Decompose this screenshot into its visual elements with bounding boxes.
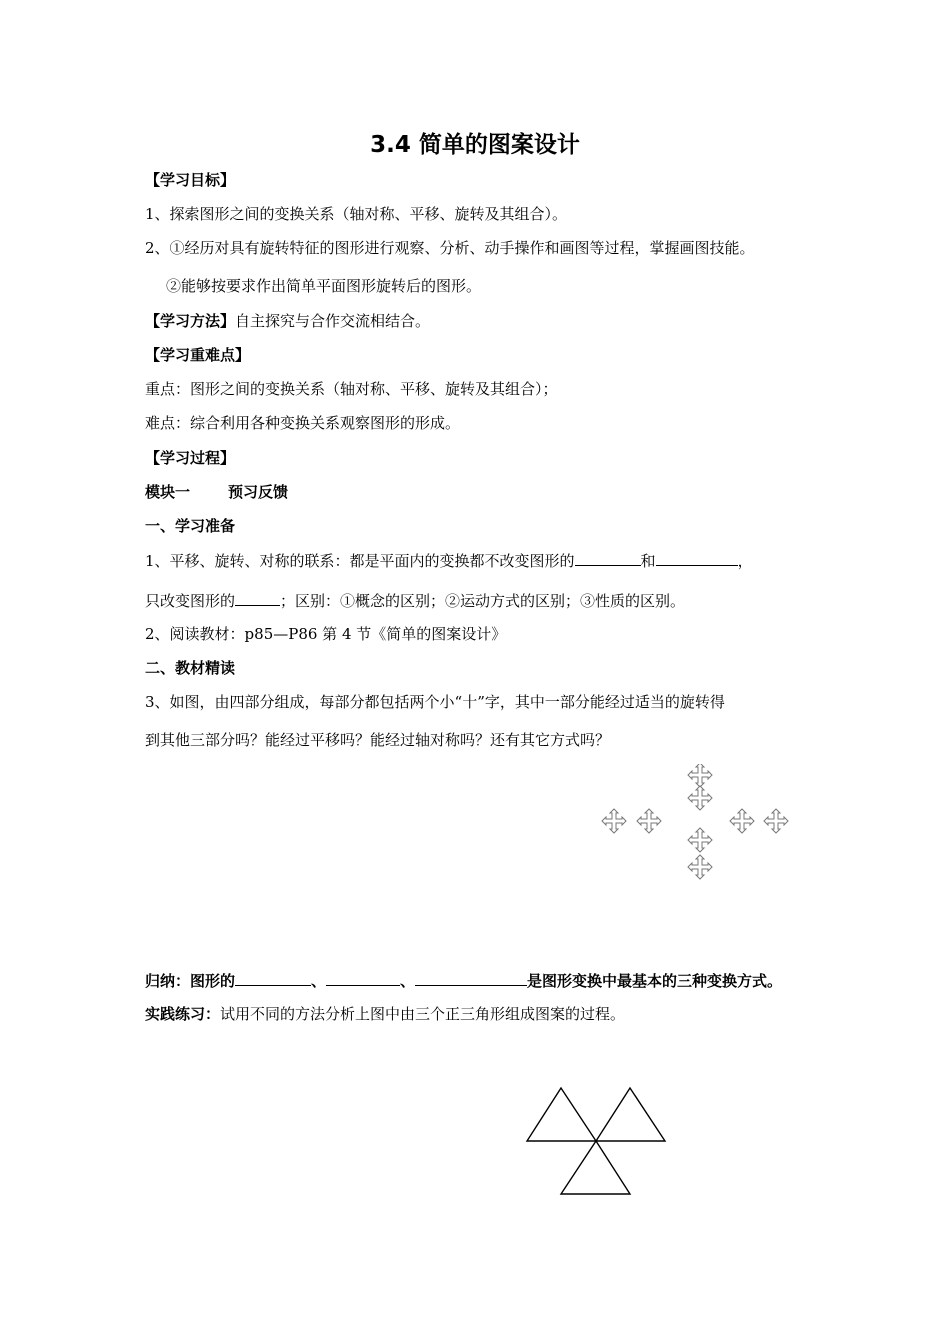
- objective-item-1: 1、探索图形之间的变换关系（轴对称、平移、旋转及其组合）。: [145, 205, 568, 223]
- triangle-right: [596, 1088, 665, 1141]
- method-line: [145, 311, 430, 331]
- objective-item-2: 2、①经历对具有旋转特征的图形进行观察、分析、动手操作和画图等过程，掌握画图技能。: [145, 239, 755, 257]
- key-points-heading: 【学习重难点】: [145, 346, 251, 364]
- summary-blank-2[interactable]: [326, 970, 400, 986]
- fill-blank-1[interactable]: [575, 550, 641, 566]
- question-1-line-2: [145, 590, 685, 611]
- practice-line: [145, 1004, 625, 1024]
- question-3-line-2: 到其他三部分吗？能经过平移吗？能经过轴对称吗？还有其它方式吗？: [145, 731, 611, 749]
- method-text: 自主探究与合作交流相结合。: [235, 312, 431, 330]
- q1-comma: ，: [737, 552, 753, 570]
- summary-line: [145, 970, 782, 991]
- objective-item-2b: ②能够按要求作出简单平面图形旋转后的图形。: [166, 277, 482, 295]
- module-label: 模块一: [145, 483, 191, 501]
- q1-and: 和: [640, 552, 656, 570]
- fill-blank-3[interactable]: [235, 590, 280, 606]
- section-2-heading: 二、教材精读: [145, 659, 236, 677]
- question-1-line-1: [145, 550, 753, 571]
- module-line: [145, 482, 288, 502]
- cross-right-1: [730, 809, 754, 833]
- question-3-line-1: 3、如图，由四部分组成，每部分都包括两个小“十”字，其中一部分能经过适当的旋转得: [145, 693, 725, 711]
- cross-right-2: [764, 809, 788, 833]
- fill-blank-2[interactable]: [656, 550, 738, 566]
- triangle-left: [527, 1088, 596, 1141]
- page-title: 3.4 简单的图案设计: [370, 132, 580, 158]
- q1-text-3: ；区别：①概念的区别；②运动方式的区别；③性质的区别。: [280, 592, 686, 610]
- cross-pattern-figure: [600, 764, 800, 884]
- q1-text-1: 1、平移、旋转、对称的联系：都是平面内的变换都不改变图形的: [145, 552, 575, 570]
- summary-prefix: 归纳：图形的: [145, 972, 236, 990]
- q1-text-2: 只改变图形的: [145, 592, 236, 610]
- cross-left-1: [602, 809, 626, 833]
- summary-blank-3[interactable]: [415, 970, 527, 986]
- cross-top-2: [688, 786, 712, 810]
- summary-blank-1[interactable]: [235, 970, 311, 986]
- triangles-figure: [522, 1086, 672, 1198]
- question-2: 2、阅读教材：p85—P86 第 4 节《简单的图案设计》: [145, 625, 507, 643]
- module-name: 预习反馈: [228, 483, 289, 501]
- section-1-heading: 一、学习准备: [145, 517, 236, 535]
- method-heading: 【学习方法】: [145, 312, 236, 330]
- objectives-heading: 【学习目标】: [145, 171, 236, 189]
- cross-top-1: [688, 764, 712, 787]
- cross-bottom-2: [688, 855, 712, 879]
- summary-sep-1: 、: [311, 972, 327, 990]
- cross-bottom-1: [688, 828, 712, 852]
- summary-suffix: 是图形变换中最基本的三种变换方式。: [527, 972, 783, 990]
- process-heading: 【学习过程】: [145, 449, 236, 467]
- practice-label: 实践练习：: [145, 1005, 221, 1023]
- triangle-bottom: [561, 1141, 630, 1194]
- focus-point: 重点：图形之间的变换关系（轴对称、平移、旋转及其组合）；: [145, 380, 558, 398]
- difficulty-point: 难点：综合利用各种变换关系观察图形的形成。: [145, 414, 461, 432]
- cross-left-2: [637, 809, 661, 833]
- practice-text: 试用不同的方法分析上图中由三个正三角形组成图案的过程。: [220, 1005, 626, 1023]
- summary-sep-2: 、: [400, 972, 416, 990]
